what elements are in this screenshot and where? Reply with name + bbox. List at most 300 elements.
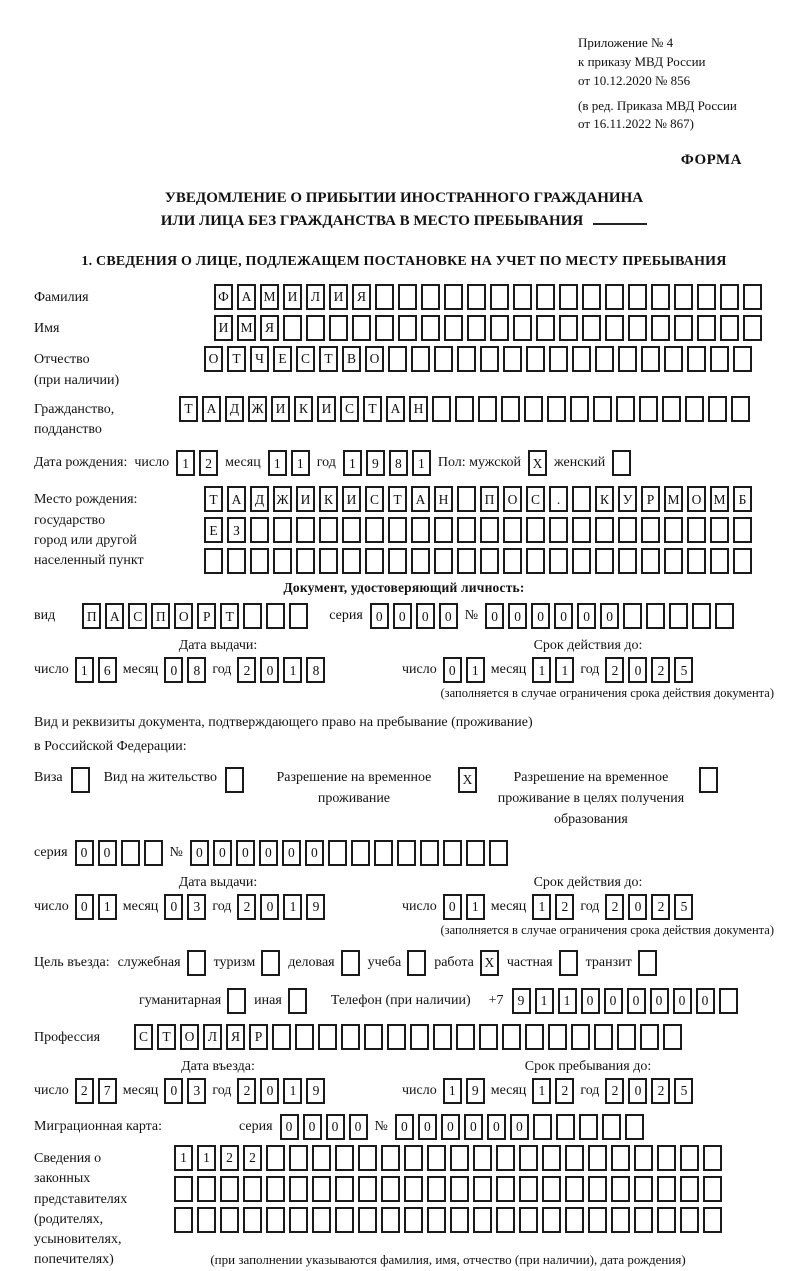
char-cell[interactable]: А bbox=[237, 284, 256, 310]
char-cell[interactable]: 0 bbox=[581, 988, 600, 1014]
char-cell[interactable] bbox=[306, 315, 325, 341]
char-cell[interactable]: М bbox=[260, 284, 279, 310]
char-cell[interactable] bbox=[640, 1024, 659, 1050]
char-cell[interactable] bbox=[261, 950, 280, 976]
char-cell[interactable]: 2 bbox=[243, 1145, 262, 1171]
char-cell[interactable]: 3 bbox=[187, 1078, 206, 1104]
char-cell[interactable]: Р bbox=[249, 1024, 268, 1050]
char-cell[interactable]: Т bbox=[388, 486, 407, 512]
char-cell[interactable] bbox=[381, 1207, 400, 1233]
char-cell[interactable] bbox=[411, 548, 430, 574]
char-cell[interactable] bbox=[547, 396, 566, 422]
char-cell[interactable]: Т bbox=[220, 603, 239, 629]
char-cell[interactable] bbox=[703, 1145, 722, 1171]
char-cell[interactable] bbox=[71, 767, 90, 793]
char-cell[interactable] bbox=[513, 284, 532, 310]
char-cell[interactable] bbox=[457, 486, 476, 512]
char-cell[interactable] bbox=[457, 548, 476, 574]
char-cell[interactable] bbox=[548, 1024, 567, 1050]
char-cell[interactable]: 1 bbox=[283, 657, 302, 683]
purpose-transit-checkbox[interactable] bbox=[638, 950, 657, 976]
char-cell[interactable]: 2 bbox=[237, 1078, 256, 1104]
char-cell[interactable] bbox=[710, 517, 729, 543]
char-cell[interactable] bbox=[496, 1176, 515, 1202]
char-cell[interactable] bbox=[273, 548, 292, 574]
char-cell[interactable] bbox=[542, 1207, 561, 1233]
char-cell[interactable] bbox=[266, 1207, 285, 1233]
char-cell[interactable] bbox=[450, 1207, 469, 1233]
purpose-official-checkbox[interactable] bbox=[187, 950, 206, 976]
char-cell[interactable] bbox=[519, 1176, 538, 1202]
char-cell[interactable]: Т bbox=[179, 396, 198, 422]
char-cell[interactable] bbox=[266, 603, 285, 629]
char-cell[interactable]: Т bbox=[157, 1024, 176, 1050]
char-cell[interactable] bbox=[674, 315, 693, 341]
char-cell[interactable]: 0 bbox=[604, 988, 623, 1014]
char-cell[interactable] bbox=[187, 950, 206, 976]
char-cell[interactable]: X bbox=[528, 450, 547, 476]
char-cell[interactable] bbox=[374, 840, 393, 866]
char-cell[interactable]: 1 bbox=[466, 657, 485, 683]
char-cell[interactable] bbox=[556, 1114, 575, 1140]
char-cell[interactable] bbox=[572, 548, 591, 574]
char-cell[interactable]: 2 bbox=[75, 1078, 94, 1104]
char-cell[interactable] bbox=[243, 1207, 262, 1233]
char-cell[interactable]: С bbox=[134, 1024, 153, 1050]
char-cell[interactable]: О bbox=[365, 346, 384, 372]
char-cell[interactable]: 2 bbox=[605, 1078, 624, 1104]
char-cell[interactable] bbox=[388, 517, 407, 543]
char-cell[interactable]: 2 bbox=[651, 1078, 670, 1104]
char-cell[interactable] bbox=[478, 396, 497, 422]
char-cell[interactable] bbox=[197, 1176, 216, 1202]
char-cell[interactable] bbox=[364, 1024, 383, 1050]
char-cell[interactable]: 1 bbox=[532, 657, 551, 683]
char-cell[interactable]: О bbox=[180, 1024, 199, 1050]
char-cell[interactable]: Л bbox=[306, 284, 325, 310]
char-cell[interactable]: X bbox=[458, 767, 477, 793]
char-cell[interactable]: 0 bbox=[577, 603, 596, 629]
char-cell[interactable]: Ч bbox=[250, 346, 269, 372]
char-cell[interactable] bbox=[456, 1024, 475, 1050]
char-cell[interactable]: 0 bbox=[600, 603, 619, 629]
char-cell[interactable] bbox=[174, 1207, 193, 1233]
char-cell[interactable] bbox=[559, 315, 578, 341]
char-cell[interactable]: 0 bbox=[213, 840, 232, 866]
char-cell[interactable]: Е bbox=[273, 346, 292, 372]
char-cell[interactable] bbox=[674, 284, 693, 310]
char-cell[interactable] bbox=[634, 1176, 653, 1202]
char-cell[interactable]: 2 bbox=[555, 1078, 574, 1104]
char-cell[interactable] bbox=[288, 988, 307, 1014]
char-cell[interactable] bbox=[455, 396, 474, 422]
char-cell[interactable]: 5 bbox=[674, 1078, 693, 1104]
char-cell[interactable] bbox=[612, 450, 631, 476]
char-cell[interactable]: 1 bbox=[197, 1145, 216, 1171]
char-cell[interactable] bbox=[618, 548, 637, 574]
char-cell[interactable] bbox=[680, 1176, 699, 1202]
char-cell[interactable]: 0 bbox=[260, 894, 279, 920]
char-cell[interactable] bbox=[611, 1207, 630, 1233]
char-cell[interactable]: 0 bbox=[164, 1078, 183, 1104]
char-cell[interactable]: 3 bbox=[187, 894, 206, 920]
temp-permit-checkbox[interactable] bbox=[458, 767, 477, 793]
char-cell[interactable] bbox=[502, 1024, 521, 1050]
char-cell[interactable] bbox=[411, 517, 430, 543]
char-cell[interactable]: 8 bbox=[187, 657, 206, 683]
char-cell[interactable] bbox=[638, 950, 657, 976]
char-cell[interactable] bbox=[318, 1024, 337, 1050]
char-cell[interactable]: 8 bbox=[306, 657, 325, 683]
char-cell[interactable]: 0 bbox=[164, 657, 183, 683]
char-cell[interactable] bbox=[570, 396, 589, 422]
char-cell[interactable] bbox=[329, 315, 348, 341]
char-cell[interactable] bbox=[473, 1145, 492, 1171]
char-cell[interactable] bbox=[375, 284, 394, 310]
char-cell[interactable] bbox=[687, 548, 706, 574]
char-cell[interactable] bbox=[397, 840, 416, 866]
char-cell[interactable]: А bbox=[105, 603, 124, 629]
char-cell[interactable] bbox=[427, 1207, 446, 1233]
char-cell[interactable]: 1 bbox=[283, 1078, 302, 1104]
sex-female-checkbox[interactable] bbox=[612, 450, 631, 476]
char-cell[interactable]: Р bbox=[197, 603, 216, 629]
char-cell[interactable]: 2 bbox=[199, 450, 218, 476]
char-cell[interactable] bbox=[572, 517, 591, 543]
char-cell[interactable]: 1 bbox=[555, 657, 574, 683]
char-cell[interactable]: 0 bbox=[75, 894, 94, 920]
char-cell[interactable]: 0 bbox=[628, 657, 647, 683]
char-cell[interactable] bbox=[559, 950, 578, 976]
char-cell[interactable] bbox=[404, 1145, 423, 1171]
char-cell[interactable] bbox=[490, 315, 509, 341]
char-cell[interactable] bbox=[697, 284, 716, 310]
char-cell[interactable] bbox=[664, 346, 683, 372]
char-cell[interactable] bbox=[220, 1176, 239, 1202]
char-cell[interactable]: С bbox=[128, 603, 147, 629]
char-cell[interactable]: X bbox=[480, 950, 499, 976]
char-cell[interactable]: 1 bbox=[532, 1078, 551, 1104]
char-cell[interactable]: 1 bbox=[176, 450, 195, 476]
char-cell[interactable] bbox=[559, 284, 578, 310]
char-cell[interactable]: 5 bbox=[674, 894, 693, 920]
char-cell[interactable] bbox=[708, 396, 727, 422]
char-cell[interactable]: М bbox=[237, 315, 256, 341]
char-cell[interactable]: С bbox=[365, 486, 384, 512]
char-cell[interactable] bbox=[715, 603, 734, 629]
char-cell[interactable] bbox=[450, 1176, 469, 1202]
char-cell[interactable] bbox=[720, 315, 739, 341]
char-cell[interactable] bbox=[703, 1176, 722, 1202]
char-cell[interactable] bbox=[289, 1145, 308, 1171]
char-cell[interactable] bbox=[480, 548, 499, 574]
char-cell[interactable] bbox=[351, 840, 370, 866]
char-cell[interactable]: 0 bbox=[418, 1114, 437, 1140]
char-cell[interactable] bbox=[467, 284, 486, 310]
char-cell[interactable] bbox=[602, 1114, 621, 1140]
char-cell[interactable] bbox=[444, 284, 463, 310]
char-cell[interactable]: 2 bbox=[555, 894, 574, 920]
char-cell[interactable]: М bbox=[710, 486, 729, 512]
char-cell[interactable] bbox=[328, 840, 347, 866]
char-cell[interactable] bbox=[572, 346, 591, 372]
char-cell[interactable] bbox=[651, 315, 670, 341]
char-cell[interactable] bbox=[358, 1176, 377, 1202]
char-cell[interactable] bbox=[243, 1176, 262, 1202]
char-cell[interactable] bbox=[319, 548, 338, 574]
char-cell[interactable]: 9 bbox=[512, 988, 531, 1014]
char-cell[interactable] bbox=[296, 517, 315, 543]
char-cell[interactable] bbox=[457, 346, 476, 372]
char-cell[interactable] bbox=[731, 396, 750, 422]
char-cell[interactable] bbox=[663, 1024, 682, 1050]
char-cell[interactable] bbox=[618, 517, 637, 543]
char-cell[interactable]: 0 bbox=[443, 894, 462, 920]
char-cell[interactable]: 2 bbox=[651, 894, 670, 920]
char-cell[interactable]: А bbox=[386, 396, 405, 422]
char-cell[interactable]: 0 bbox=[393, 603, 412, 629]
char-cell[interactable]: Н bbox=[434, 486, 453, 512]
char-cell[interactable]: О bbox=[174, 603, 193, 629]
char-cell[interactable] bbox=[243, 603, 262, 629]
char-cell[interactable]: Я bbox=[352, 284, 371, 310]
char-cell[interactable]: 0 bbox=[696, 988, 715, 1014]
char-cell[interactable]: 1 bbox=[532, 894, 551, 920]
char-cell[interactable]: С bbox=[526, 486, 545, 512]
char-cell[interactable]: Т bbox=[227, 346, 246, 372]
char-cell[interactable]: П bbox=[82, 603, 101, 629]
char-cell[interactable] bbox=[687, 517, 706, 543]
char-cell[interactable] bbox=[743, 315, 762, 341]
char-cell[interactable] bbox=[733, 346, 752, 372]
char-cell[interactable] bbox=[549, 548, 568, 574]
char-cell[interactable]: И bbox=[214, 315, 233, 341]
residence-permit-checkbox[interactable] bbox=[225, 767, 244, 793]
char-cell[interactable] bbox=[381, 1145, 400, 1171]
char-cell[interactable]: Д bbox=[225, 396, 244, 422]
char-cell[interactable] bbox=[496, 1207, 515, 1233]
char-cell[interactable] bbox=[549, 346, 568, 372]
char-cell[interactable] bbox=[432, 396, 451, 422]
char-cell[interactable] bbox=[685, 396, 704, 422]
char-cell[interactable]: 1 bbox=[174, 1145, 193, 1171]
char-cell[interactable]: С bbox=[296, 346, 315, 372]
char-cell[interactable] bbox=[352, 315, 371, 341]
char-cell[interactable]: И bbox=[271, 396, 290, 422]
char-cell[interactable]: 0 bbox=[627, 988, 646, 1014]
char-cell[interactable]: 0 bbox=[282, 840, 301, 866]
char-cell[interactable] bbox=[533, 1114, 552, 1140]
char-cell[interactable] bbox=[289, 1176, 308, 1202]
char-cell[interactable]: 0 bbox=[164, 894, 183, 920]
char-cell[interactable]: 0 bbox=[628, 894, 647, 920]
char-cell[interactable] bbox=[641, 517, 660, 543]
char-cell[interactable] bbox=[358, 1145, 377, 1171]
purpose-business-checkbox[interactable] bbox=[341, 950, 360, 976]
char-cell[interactable] bbox=[579, 1114, 598, 1140]
char-cell[interactable] bbox=[536, 284, 555, 310]
char-cell[interactable] bbox=[250, 548, 269, 574]
char-cell[interactable]: И bbox=[329, 284, 348, 310]
char-cell[interactable] bbox=[572, 486, 591, 512]
char-cell[interactable] bbox=[519, 1145, 538, 1171]
char-cell[interactable] bbox=[289, 1207, 308, 1233]
char-cell[interactable] bbox=[526, 517, 545, 543]
char-cell[interactable]: А bbox=[227, 486, 246, 512]
char-cell[interactable] bbox=[404, 1176, 423, 1202]
char-cell[interactable]: 5 bbox=[674, 657, 693, 683]
char-cell[interactable]: 0 bbox=[98, 840, 117, 866]
char-cell[interactable]: 0 bbox=[464, 1114, 483, 1140]
char-cell[interactable] bbox=[605, 284, 624, 310]
char-cell[interactable] bbox=[664, 517, 683, 543]
char-cell[interactable] bbox=[420, 840, 439, 866]
char-cell[interactable]: 6 bbox=[98, 657, 117, 683]
char-cell[interactable] bbox=[388, 346, 407, 372]
char-cell[interactable] bbox=[341, 950, 360, 976]
char-cell[interactable] bbox=[513, 315, 532, 341]
char-cell[interactable] bbox=[628, 284, 647, 310]
char-cell[interactable]: 0 bbox=[554, 603, 573, 629]
char-cell[interactable] bbox=[525, 1024, 544, 1050]
char-cell[interactable] bbox=[227, 988, 246, 1014]
char-cell[interactable]: 1 bbox=[412, 450, 431, 476]
char-cell[interactable] bbox=[699, 767, 718, 793]
char-cell[interactable]: 0 bbox=[75, 840, 94, 866]
char-cell[interactable] bbox=[588, 1207, 607, 1233]
char-cell[interactable] bbox=[662, 396, 681, 422]
char-cell[interactable] bbox=[398, 284, 417, 310]
char-cell[interactable] bbox=[616, 396, 635, 422]
edu-permit-checkbox[interactable] bbox=[699, 767, 718, 793]
char-cell[interactable] bbox=[479, 1024, 498, 1050]
char-cell[interactable] bbox=[588, 1145, 607, 1171]
char-cell[interactable] bbox=[174, 1176, 193, 1202]
char-cell[interactable]: 1 bbox=[291, 450, 310, 476]
char-cell[interactable] bbox=[618, 346, 637, 372]
char-cell[interactable] bbox=[457, 517, 476, 543]
char-cell[interactable] bbox=[664, 548, 683, 574]
char-cell[interactable]: Я bbox=[226, 1024, 245, 1050]
char-cell[interactable]: 0 bbox=[510, 1114, 529, 1140]
char-cell[interactable] bbox=[404, 1207, 423, 1233]
char-cell[interactable]: А bbox=[411, 486, 430, 512]
char-cell[interactable]: Т bbox=[319, 346, 338, 372]
char-cell[interactable]: И bbox=[342, 486, 361, 512]
char-cell[interactable] bbox=[433, 1024, 452, 1050]
char-cell[interactable]: 7 bbox=[98, 1078, 117, 1104]
char-cell[interactable]: Ж bbox=[273, 486, 292, 512]
char-cell[interactable] bbox=[289, 603, 308, 629]
char-cell[interactable] bbox=[519, 1207, 538, 1233]
char-cell[interactable] bbox=[646, 603, 665, 629]
char-cell[interactable] bbox=[611, 1176, 630, 1202]
char-cell[interactable]: 0 bbox=[673, 988, 692, 1014]
purpose-humanitarian-checkbox[interactable] bbox=[227, 988, 246, 1014]
char-cell[interactable] bbox=[358, 1207, 377, 1233]
char-cell[interactable] bbox=[657, 1176, 676, 1202]
char-cell[interactable]: В bbox=[342, 346, 361, 372]
char-cell[interactable] bbox=[427, 1145, 446, 1171]
char-cell[interactable] bbox=[341, 1024, 360, 1050]
char-cell[interactable] bbox=[697, 315, 716, 341]
char-cell[interactable] bbox=[526, 548, 545, 574]
char-cell[interactable] bbox=[312, 1207, 331, 1233]
char-cell[interactable]: 0 bbox=[395, 1114, 414, 1140]
char-cell[interactable] bbox=[641, 346, 660, 372]
purpose-private-checkbox[interactable] bbox=[559, 950, 578, 976]
char-cell[interactable] bbox=[595, 548, 614, 574]
char-cell[interactable] bbox=[593, 396, 612, 422]
char-cell[interactable]: Ж bbox=[248, 396, 267, 422]
char-cell[interactable] bbox=[388, 548, 407, 574]
char-cell[interactable] bbox=[427, 1176, 446, 1202]
char-cell[interactable]: 0 bbox=[260, 657, 279, 683]
char-cell[interactable] bbox=[657, 1145, 676, 1171]
char-cell[interactable]: 1 bbox=[283, 894, 302, 920]
char-cell[interactable]: 2 bbox=[237, 894, 256, 920]
char-cell[interactable]: 0 bbox=[531, 603, 550, 629]
char-cell[interactable] bbox=[342, 517, 361, 543]
char-cell[interactable]: 1 bbox=[98, 894, 117, 920]
char-cell[interactable] bbox=[250, 517, 269, 543]
char-cell[interactable]: Н bbox=[409, 396, 428, 422]
char-cell[interactable] bbox=[542, 1176, 561, 1202]
char-cell[interactable] bbox=[605, 315, 624, 341]
char-cell[interactable] bbox=[719, 988, 738, 1014]
char-cell[interactable] bbox=[623, 603, 642, 629]
char-cell[interactable] bbox=[283, 315, 302, 341]
char-cell[interactable]: И bbox=[317, 396, 336, 422]
char-cell[interactable]: С bbox=[340, 396, 359, 422]
char-cell[interactable] bbox=[501, 396, 520, 422]
char-cell[interactable]: М bbox=[664, 486, 683, 512]
char-cell[interactable] bbox=[421, 284, 440, 310]
char-cell[interactable]: К bbox=[294, 396, 313, 422]
char-cell[interactable]: А bbox=[202, 396, 221, 422]
char-cell[interactable] bbox=[227, 548, 246, 574]
char-cell[interactable]: 9 bbox=[366, 450, 385, 476]
char-cell[interactable] bbox=[625, 1114, 644, 1140]
char-cell[interactable] bbox=[692, 603, 711, 629]
char-cell[interactable] bbox=[687, 346, 706, 372]
char-cell[interactable] bbox=[503, 517, 522, 543]
char-cell[interactable] bbox=[295, 1024, 314, 1050]
char-cell[interactable] bbox=[272, 1024, 291, 1050]
char-cell[interactable] bbox=[639, 396, 658, 422]
char-cell[interactable] bbox=[434, 346, 453, 372]
char-cell[interactable]: 1 bbox=[466, 894, 485, 920]
char-cell[interactable] bbox=[365, 548, 384, 574]
char-cell[interactable] bbox=[398, 315, 417, 341]
char-cell[interactable]: 2 bbox=[605, 657, 624, 683]
char-cell[interactable]: Т bbox=[204, 486, 223, 512]
char-cell[interactable]: 0 bbox=[443, 657, 462, 683]
char-cell[interactable] bbox=[595, 517, 614, 543]
char-cell[interactable]: И bbox=[283, 284, 302, 310]
char-cell[interactable]: 1 bbox=[535, 988, 554, 1014]
char-cell[interactable] bbox=[342, 548, 361, 574]
char-cell[interactable] bbox=[312, 1145, 331, 1171]
char-cell[interactable] bbox=[595, 346, 614, 372]
char-cell[interactable] bbox=[680, 1207, 699, 1233]
char-cell[interactable]: З bbox=[227, 517, 246, 543]
char-cell[interactable] bbox=[365, 517, 384, 543]
char-cell[interactable] bbox=[549, 517, 568, 543]
char-cell[interactable] bbox=[197, 1207, 216, 1233]
char-cell[interactable]: 2 bbox=[220, 1145, 239, 1171]
purpose-other-checkbox[interactable] bbox=[288, 988, 307, 1014]
